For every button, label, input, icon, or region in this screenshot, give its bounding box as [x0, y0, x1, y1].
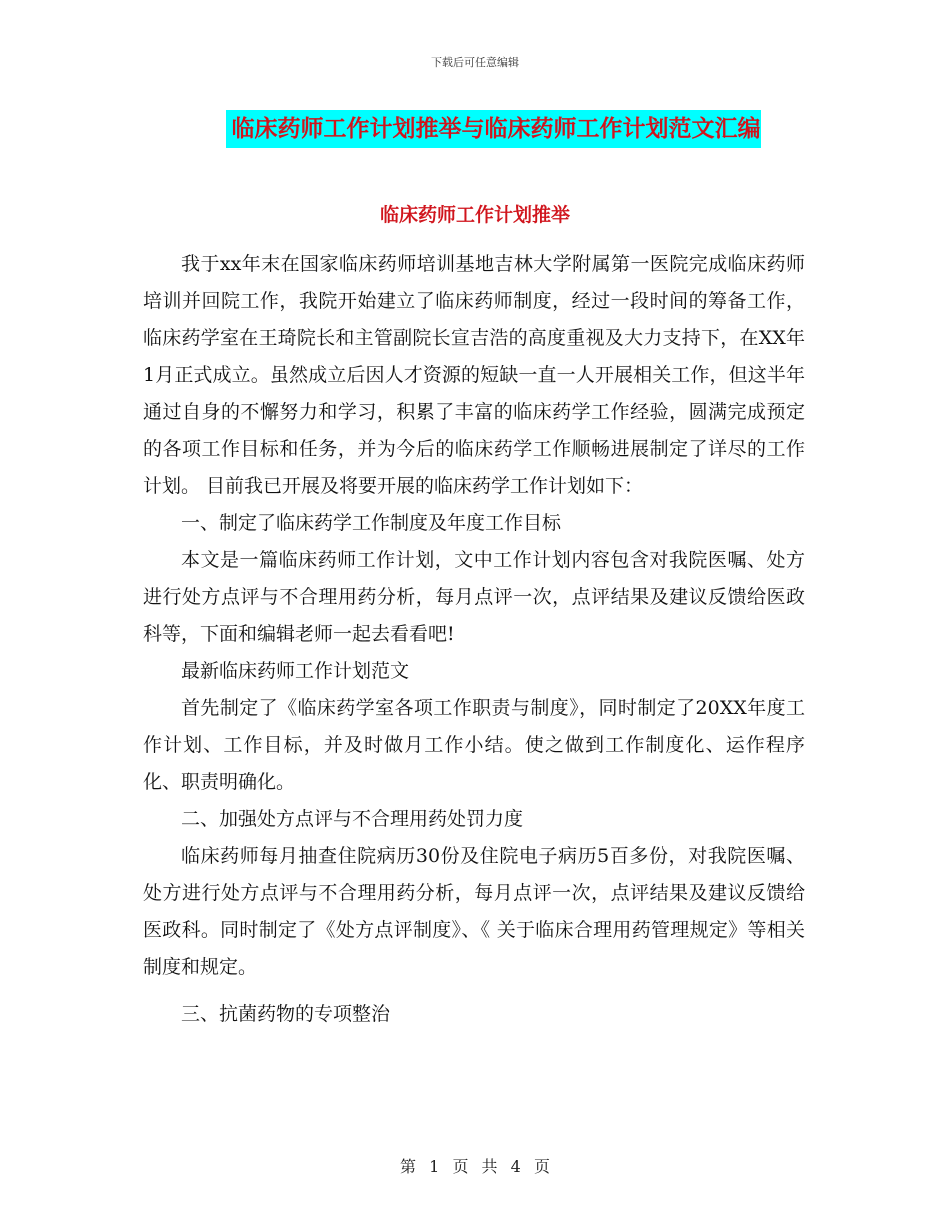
- page-footer: [0, 1154, 950, 1177]
- section-title: 临床药师工作计划推举: [379, 204, 570, 226]
- heading-item-3: 三、抗菌药物的专项整治: [181, 1003, 391, 1025]
- document-body: [143, 246, 805, 1033]
- paragraph-subheading: 最新临床药师工作计划范文: [181, 660, 410, 682]
- heading-item-1: 一、制定了临床药学工作制度及年度工作目标: [181, 512, 562, 534]
- document-title: 临床药师工作计划推举与临床药师工作计划范文汇编: [226, 110, 761, 148]
- paragraph-intro: 我于xx年末在国家临床药师培训基地吉林大学附属第一医院完成临床药师培训并回院工作，我院开始建立了临床药师制度，经过一段时间的筹备工作，临床药学室在王琦院长和主管副院长宣吉浩的高度重视及大力支持下，在XX年1月正式成立。虽然成立后因人才资源的短缺一直一人开展相关工作，但这半年通过自身的不懈努力和学习，积累了丰富的临床药学工作经验，圆满完成预定的各项工作目标和任务，并为今后的临床药学工作顺畅进展制定了详尽的工作计划。 目前我已开展及将要开展的临床药学工作计划如下：: [143, 253, 805, 497]
- page-header-note: 下载后可任意编辑: [431, 56, 519, 69]
- main-title-container: [0, 110, 950, 148]
- heading-item-2: 二、加强处方点评与不合理用药处罚力度: [181, 808, 524, 830]
- footer-total-pages: 4: [510, 1157, 521, 1176]
- paragraph-first-step: 首先制定了《临床药学室各项工作职责与制度》，同时制定了20XX年度工作计划、工作目标，并及时做月工作小结。使之做到工作制度化、运作程序化、职责明确化。: [143, 697, 805, 793]
- footer-total-prefix: 共: [481, 1157, 498, 1176]
- footer-page-number: 1: [429, 1157, 440, 1176]
- footer-prefix: 第: [400, 1157, 417, 1176]
- paragraph-prescription-review: 临床药师每月抽查住院病历30份及住院电子病历5百多份，对我院医嘱、处方进行处方点评与不合理用药分析，每月点评一次，点评结果及建议反馈给医政科。同时制定了《处方点评制度》、《 关于临床合理用药管理规定》等相关制度和规定。: [143, 845, 805, 978]
- footer-total-unit: 页: [533, 1157, 550, 1176]
- paragraph-summary: 本文是一篇临床药师工作计划，文中工作计划内容包含对我院医嘱、处方进行处方点评与不合理用药分析，每月点评一次，点评结果及建议反馈给医政科等，下面和编辑老师一起去看看吧!: [143, 549, 805, 645]
- footer-page-unit: 页: [452, 1157, 469, 1176]
